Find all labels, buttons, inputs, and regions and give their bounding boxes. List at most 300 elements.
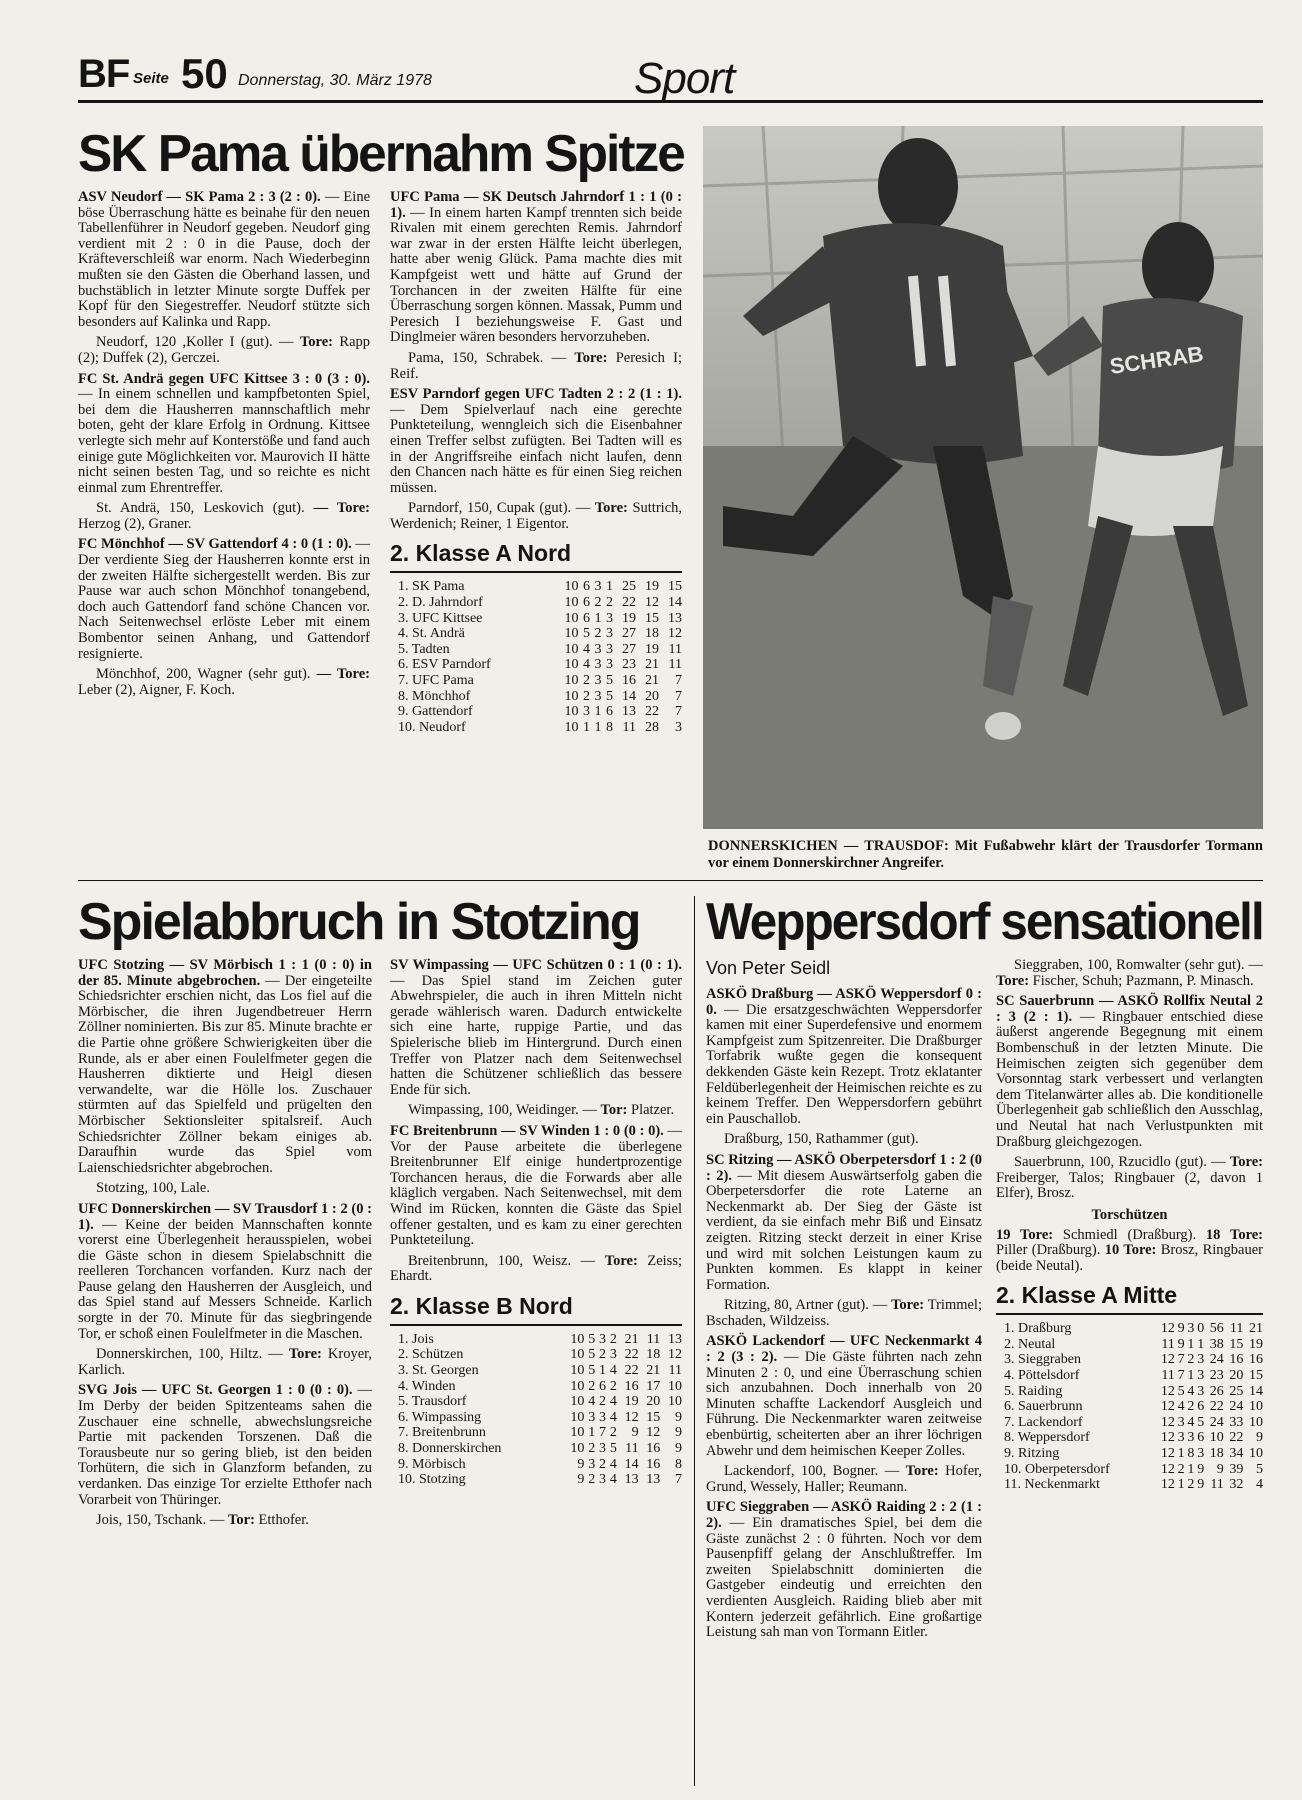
standings-cell-ga: 16 bbox=[1229, 1352, 1244, 1368]
newspaper-logo: BF bbox=[78, 52, 130, 96]
standings-cell-s: 10 bbox=[564, 719, 579, 735]
standings-cell-d: 3 bbox=[599, 1331, 607, 1347]
standings-cell-d: 1 bbox=[594, 719, 602, 735]
standings-cell-team: 7. Lackendorf bbox=[1004, 1414, 1083, 1430]
standings-cell-w: 7 bbox=[1177, 1368, 1185, 1384]
standings-cell-l: 3 bbox=[1197, 1352, 1205, 1368]
match-result: Breitenbrunn, 100, Weisz. — Tore: Zeiss; Ehardt. bbox=[390, 1252, 682, 1285]
standings-row bbox=[390, 1347, 682, 1363]
standings-cell-l: 1 bbox=[605, 579, 613, 595]
standings-cell-s: 12 bbox=[1160, 1383, 1175, 1399]
standings-cell-d: 2 bbox=[1187, 1477, 1195, 1493]
standings-cell-s: 12 bbox=[1160, 1414, 1175, 1430]
standings-cell-p: 13 bbox=[668, 1331, 682, 1347]
standings-cell-ga: 18 bbox=[646, 1347, 661, 1363]
standings-cell-gf: 11 bbox=[1210, 1477, 1224, 1493]
standings-cell-w: 9 bbox=[1177, 1336, 1185, 1352]
standings-cell-gf: 24 bbox=[1209, 1414, 1224, 1430]
headline-weppersdorf: Weppersdorf sensationell bbox=[706, 893, 1263, 951]
standings-cell-p: 14 bbox=[1249, 1383, 1263, 1399]
standings-cell-ga: 21 bbox=[644, 673, 659, 689]
match-report: FC Breitenbrunn — SV Winden 1 : 0 (0 : 0). — Vor der Pause arbeitete die überlegene Breitenbrunner Elf einige hundertprozentige Torchancen heraus, die die Forwards aber alle kläglich vergaben. Nach Seitenwechsel, mit dem Wind im Rücken, konnten die Gäste das Spiel offener gestalten, und es kam zu einer gerechten Punkteteilung. bbox=[390, 1122, 682, 1249]
jersey-sponsor-text: SCHRAB bbox=[1108, 341, 1205, 379]
match-report: UFC Stotzing — SV Mörbisch 1 : 1 (0 : 0) in der 85. Minute abgebrochen. — Der eingeteilte Schiedsrichter erschien nicht, das Los fiel auf die Mörbischer, die ihren Jugendbetreuer Herrn Zöllner nominierten. Bis zur 85. Minute brachte er die Partie ohne größere Schwierigkeiten über die Runde, als er aber einen Foulelfmeter gegen die Hausherren diktierte und Heigl diesen verwandelte, war die Hölle los. Zuschauer stürmten auf das Spielfeld und prügelten den Mörbischer Sektionsleiter spitalsreif. Auch Schiedsrichter Zöllner bekam einiges ab. Daraufhin wurde das Spiel vom Laienschiedsrichter abgebrochen. bbox=[78, 957, 373, 1176]
standings-cell-d: 1 bbox=[1187, 1461, 1195, 1477]
standings-cell-s: 11 bbox=[1161, 1336, 1175, 1352]
standings-cell-l: 5 bbox=[605, 688, 613, 704]
standings-cell-p: 7 bbox=[675, 673, 682, 689]
standings-cell-l: 5 bbox=[1197, 1414, 1205, 1430]
standings-cell-ga: 20 bbox=[644, 688, 659, 704]
article2-col1 bbox=[78, 958, 372, 1534]
standings-cell-l: 8 bbox=[605, 719, 613, 735]
match-result: Neudorf, 120 ,Koller I (gut). — Tore: Rapp (2); Duffek (2), Gerczei. bbox=[78, 334, 371, 366]
article1-col1 bbox=[78, 190, 370, 703]
standings-row bbox=[390, 595, 682, 611]
match-report: UFC Sieggraben — ASKÖ Raiding 2 : 2 (1 : 2). — Ein dramatisches Spiel, bei dem die Gäste zunächst 2 : 0 führten. Noch vor dem Pausenpfiff gelang der Anschlußtreffer. Im zweiten Spielabschnitt dominierten die Gastgeber eindeutig und erreichten den verdienten Ausgleich. Raiding blieb aber mit Kontern jederzeit gefährlich. Eine großartige Leistung sah man von Tormann Eitler. bbox=[706, 1499, 983, 1641]
standings-cell-ga: 20 bbox=[646, 1394, 661, 1410]
article1-col2 bbox=[390, 190, 682, 741]
standings-cell-gf: 9 bbox=[631, 1425, 639, 1441]
match-result: Ritzing, 80, Artner (gut). — Tore: Trimmel; Bschaden, Wildzeiss. bbox=[706, 1297, 982, 1329]
standings-cell-l: 5 bbox=[605, 673, 613, 689]
page-number: 50 bbox=[181, 50, 228, 97]
column-divider bbox=[694, 896, 695, 1786]
standings-cell-l: 3 bbox=[1197, 1446, 1205, 1462]
standings-cell-ga: 22 bbox=[1229, 1430, 1244, 1446]
standings-cell-w: 2 bbox=[1177, 1461, 1185, 1477]
standings-cell-s: 10 bbox=[570, 1363, 585, 1379]
page-label: Seite bbox=[133, 70, 169, 87]
standings-row bbox=[390, 611, 682, 627]
standings-cell-gf: 19 bbox=[621, 610, 636, 626]
match-report: SC Sauerbrunn — ASKÖ Rollfix Neutal 2 : 3 (2 : 1). — Ringbauer entschied diese äußerst angerende Begegnung mit einem Bombenschuß in der letzten Minute. Die Heimischen zeigten sich gegenüber dem Vorsonntag stark verbessert und verlangten dem Titelanwärter alles ab. Die konditionelle Überlegenheit gab schließlich den Ausschlag, und Neutal hat nach Verlustpunkten mit Draßburg gleichgezogen. bbox=[996, 993, 1264, 1150]
standings-cell-w: 3 bbox=[588, 1409, 596, 1425]
standings-cell-ga: 15 bbox=[646, 1409, 661, 1425]
standings-cell-ga: 22 bbox=[644, 704, 659, 720]
standings-cell-ga: 18 bbox=[644, 626, 659, 642]
match-result: Draßburg, 150, Rathammer (gut). bbox=[724, 1131, 919, 1148]
standings-cell-p: 16 bbox=[1249, 1352, 1263, 1368]
standings-cell-ga: 28 bbox=[644, 719, 659, 735]
standings-cell-s: 12 bbox=[1160, 1321, 1175, 1337]
standings-cell-l: 4 bbox=[609, 1394, 617, 1410]
match-photo bbox=[703, 126, 1263, 829]
standings-row bbox=[390, 642, 682, 658]
standings-row bbox=[390, 673, 682, 689]
standings-cell-ga: 15 bbox=[644, 610, 659, 626]
divider bbox=[78, 880, 1263, 881]
standings-cell-p: 7 bbox=[675, 1472, 682, 1488]
standings-cell-p: 15 bbox=[1249, 1368, 1263, 1384]
standings-cell-gf: 22 bbox=[621, 595, 636, 611]
match-result: Stotzing, 100, Lale. bbox=[96, 1180, 210, 1197]
match-result: Lackendorf, 100, Bogner. — Tore: Hofer, Grund, Wessely, Haller; Reumann. bbox=[706, 1463, 982, 1495]
standings-cell-s: 10 bbox=[564, 673, 579, 689]
standings-cell-team: 3. UFC Kittsee bbox=[398, 610, 483, 626]
standings-cell-gf: 14 bbox=[621, 688, 636, 704]
standings-cell-team: 1. SK Pama bbox=[398, 579, 465, 595]
standings-cell-team: 2. Neutal bbox=[1004, 1336, 1056, 1352]
standings-cell-s: 12 bbox=[1160, 1446, 1175, 1462]
match-result: St. Andrä, 150, Leskovich (gut). — Tore: Herzog (2), Graner. bbox=[78, 500, 370, 532]
standings-row bbox=[390, 1379, 682, 1395]
standings-cell-s: 12 bbox=[1160, 1461, 1175, 1477]
standings-cell-l: 2 bbox=[609, 1331, 617, 1347]
football-scene-image bbox=[703, 126, 1263, 829]
standings-cell-ga: 17 bbox=[646, 1378, 661, 1394]
standings-cell-p: 10 bbox=[668, 1378, 682, 1394]
standings-cell-s: 10 bbox=[570, 1409, 585, 1425]
standings-cell-gf: 26 bbox=[1209, 1383, 1224, 1399]
standings-cell-ga: 11 bbox=[1229, 1321, 1244, 1337]
standings-cell-s: 10 bbox=[564, 626, 579, 642]
standings-row bbox=[390, 1363, 682, 1379]
headline-stotzing: Spielabbruch in Stotzing bbox=[78, 893, 640, 951]
page-header bbox=[78, 48, 1263, 103]
standings-cell-d: 3 bbox=[1187, 1321, 1195, 1337]
standings-cell-gf: 10 bbox=[1209, 1430, 1224, 1446]
standings-cell-gf: 27 bbox=[621, 626, 636, 642]
match-report: UFC Donnerskirchen — SV Trausdorf 1 : 2 (0 : 1). — Keine der beiden Mannschaften konnte vorerst eine Überlegenheit herausspielen, wobei die Gäste schon in diesem Spielabschnitt die reelleren Torchancen vorfanden. Kurz nach der Pause gelang den Hausherren der Ausgleich, und das Spiel stand auf Messers Schneide. Karlich sorgte in der 70. Minute für das siegbringende Tor, er schoß einen Foulelfmeter in die Maschen. bbox=[78, 1200, 373, 1342]
standings-cell-ga: 12 bbox=[644, 595, 659, 611]
standings-cell-ga: 21 bbox=[646, 1363, 661, 1379]
standings-cell-gf: 22 bbox=[1209, 1399, 1224, 1415]
football-icon bbox=[985, 712, 1021, 740]
standings-row bbox=[390, 1394, 682, 1410]
standings-cell-s: 10 bbox=[564, 704, 579, 720]
standings-cell-d: 1 bbox=[1187, 1336, 1195, 1352]
match-report: SVG Jois — UFC St. Georgen 1 : 0 (0 : 0). — Im Derby der beiden Spitzenteams sahen die Zuschauer eine schnelle, abwechslungsreiche Partie mit packenden Torszenen. Daß die Torausbeute nur so gering blieb, ist den beiden Torhütern, die sich in Glanzform befanden, zu verdanken. Das einzige Tor erzielte Etthofer nach Vorarbeit von Thüringer. bbox=[78, 1382, 372, 1508]
standings-cell-gf: 23 bbox=[1209, 1368, 1224, 1384]
standings-cell-team: 8. Weppersdorf bbox=[1004, 1430, 1090, 1446]
standings-cell-s: 12 bbox=[1160, 1477, 1175, 1493]
standings-row bbox=[996, 1368, 1263, 1384]
standings-cell-s: 10 bbox=[564, 657, 579, 673]
standings-cell-d: 2 bbox=[599, 1347, 607, 1363]
standings-cell-p: 7 bbox=[675, 688, 682, 704]
standings-cell-l: 1 bbox=[1197, 1336, 1205, 1352]
standings-cell-w: 5 bbox=[588, 1331, 596, 1347]
standings-cell-p: 9 bbox=[675, 1425, 682, 1441]
standings-cell-team: 6. Wimpassing bbox=[398, 1409, 482, 1425]
standings-cell-team: 6. ESV Parndorf bbox=[398, 657, 491, 673]
standings-cell-p: 10 bbox=[1249, 1399, 1263, 1415]
match-report: FC St. Andrä gegen UFC Kittsee 3 : 0 (3 : 0). — In einem schnellen und kampfbetonten Spiel, bei dem die Hausherren mannschaftlich mehr boten, geht der klare Erfolg in Ordnung. Kittsee verlegte sich mehr auf Konterstöße und fand auch einige gute Möglichkeiten vor. Maurovich II hätte nicht seinen besten Tag, und so reichte es nicht einmal zum Ehrentreffer. bbox=[78, 370, 370, 496]
standings-cell-w: 3 bbox=[588, 1456, 596, 1472]
standings-row bbox=[390, 1441, 682, 1457]
standings-title: 2. Klasse B Nord bbox=[390, 1293, 682, 1326]
standings-cell-team: 10. Stotzing bbox=[398, 1472, 466, 1488]
standings-cell-w: 9 bbox=[1177, 1321, 1185, 1337]
standings-cell-l: 4 bbox=[609, 1456, 617, 1472]
standings-cell-ga: 33 bbox=[1229, 1414, 1244, 1430]
standings-cell-w: 3 bbox=[1177, 1414, 1185, 1430]
standings-cell-gf: 22 bbox=[624, 1363, 639, 1379]
standings-cell-p: 9 bbox=[1256, 1430, 1263, 1446]
standings-cell-w: 4 bbox=[582, 657, 590, 673]
match-result: Parndorf, 150, Cupak (gut). — Tore: Suttrich, Werdenich; Reiner, 1 Eigentor. bbox=[390, 500, 683, 532]
standings-row bbox=[390, 704, 682, 720]
standings-cell-gf: 19 bbox=[624, 1394, 639, 1410]
standings-cell-gf: 9 bbox=[1216, 1461, 1224, 1477]
standings-cell-team: 5. Raiding bbox=[1004, 1383, 1063, 1399]
standings-cell-d: 7 bbox=[599, 1425, 607, 1441]
standings-cell-p: 9 bbox=[675, 1409, 682, 1425]
standings-cell-ga: 16 bbox=[646, 1456, 661, 1472]
standings-cell-d: 6 bbox=[599, 1378, 607, 1394]
standings-cell-ga: 34 bbox=[1229, 1446, 1244, 1462]
standings-cell-ga: 21 bbox=[644, 657, 659, 673]
standings-cell-w: 7 bbox=[1177, 1352, 1185, 1368]
standings-row bbox=[996, 1337, 1263, 1353]
match-result: Jois, 150, Tschank. — Tor: Etthofer. bbox=[96, 1512, 309, 1529]
standings-cell-gf: 18 bbox=[1209, 1446, 1224, 1462]
standings-cell-ga: 15 bbox=[1229, 1336, 1244, 1352]
standings-cell-gf: 14 bbox=[624, 1456, 639, 1472]
standings-cell-w: 5 bbox=[1177, 1383, 1185, 1399]
match-report: ASKÖ Lackendorf — UFC Neckenmarkt 4 : 2 (3 : 2). — Die Gäste führten nach zehn Minuten 2 : 0, und eine Überraschung schien sich anzubahnen. Doch innerhalb von 20 Minuten schaffte Lackendorf Ausgleich und Führung. Die Neckenmarkter waren zeitweise ebenbürtig, scheiterten aber an ihrer löchrigen Abwehr und dem heimischen Keeper Zolles. bbox=[706, 1333, 982, 1459]
scorers-list: 19 Tore: Schmiedl (Draßburg). 18 Tore: Piller (Draßburg). 10 Tore: Brosz, Ringbauer (beide Neutal). bbox=[996, 1226, 1264, 1274]
match-report: ESV Parndorf gegen UFC Tadten 2 : 2 (1 : 1). — Dem Spielverlauf nach eine gerechte Punkteteilung, wenngleich sich die Eisenbahner einen Treffer selbst zufügten. Bei Tadten will es in der Angriffsreihe einfach nicht laufen, denn den Chancen nach hätte es für einen Sieg reichen müssen. bbox=[390, 386, 682, 496]
standings-cell-team: 9. Ritzing bbox=[1004, 1446, 1060, 1462]
byline: Von Peter Seidl bbox=[706, 958, 831, 978]
standings-row bbox=[390, 689, 682, 705]
match-report: FC Mönchhof — SV Gattendorf 4 : 0 (1 : 0). — Der verdiente Sieg der Hausherren konnte erst in der zweiten Hälfte sichergestellt werden. Bis zur Pause war auch schon Mönchhof tonangebend, doch auch Gattendorf fand schöne Chancen vor. Nach Seitenwechsel erlöste Leber mit einem Bombentor seinen Anhang, und Gattendorf resignierte. bbox=[78, 536, 370, 662]
standings-cell-gf: 21 bbox=[624, 1331, 639, 1347]
standings-table bbox=[390, 579, 682, 735]
standings-cell-d: 3 bbox=[599, 1472, 607, 1488]
standings-cell-team: 7. Breitenbrunn bbox=[398, 1425, 486, 1441]
issue-date: Donnerstag, 30. März 1978 bbox=[238, 72, 432, 89]
standings-cell-team: 2. D. Jahrndorf bbox=[398, 595, 483, 611]
match-result: Sieggraben, 100, Romwalter (sehr gut). — Tore: Fischer, Schuh; Pazmann, P. Minasch. bbox=[996, 957, 1263, 989]
standings-cell-gf: 25 bbox=[621, 579, 636, 595]
standings-cell-team: 5. Tadten bbox=[398, 641, 450, 657]
standings-cell-d: 2 bbox=[599, 1456, 607, 1472]
standings-cell-w: 2 bbox=[588, 1378, 596, 1394]
standings-cell-d: 3 bbox=[594, 579, 602, 595]
standings-row bbox=[996, 1399, 1263, 1415]
standings-cell-p: 12 bbox=[668, 626, 682, 642]
standings-cell-l: 3 bbox=[1197, 1383, 1205, 1399]
standings-cell-s: 10 bbox=[564, 641, 579, 657]
standings-cell-w: 5 bbox=[588, 1347, 596, 1363]
standings-cell-d: 3 bbox=[594, 641, 602, 657]
standings-cell-w: 1 bbox=[588, 1425, 596, 1441]
standings-row bbox=[390, 1410, 682, 1426]
standings-row bbox=[996, 1321, 1263, 1337]
standings-cell-team: 9. Mörbisch bbox=[398, 1456, 466, 1472]
standings-cell-s: 10 bbox=[570, 1378, 585, 1394]
standings-cell-s: 9 bbox=[577, 1472, 585, 1488]
standings-row bbox=[996, 1446, 1263, 1462]
standings-cell-gf: 56 bbox=[1209, 1321, 1224, 1337]
standings-cell-s: 10 bbox=[570, 1394, 585, 1410]
match-report: SC Ritzing — ASKÖ Oberpetersdorf 1 : 2 (0 : 2). — Mit diesem Auswärtserfolg gaben die Oberpetersdorfer die rote Laterne an Neckenmarkt ab. Der Sieg der Gäste ist verdient, da sie einfach mehr Biß und Einsatz zeigten. Ritzing steckt derzeit in einer Krise und wird mit solchen Leistungen kaum zu Punkten kommen. Es klappt in keiner Formation. bbox=[706, 1151, 982, 1293]
article2-col2 bbox=[390, 958, 682, 1494]
standings-table bbox=[390, 1332, 682, 1488]
standings-cell-gf: 13 bbox=[621, 704, 636, 720]
standings-row bbox=[390, 1425, 682, 1441]
standings-cell-p: 19 bbox=[1249, 1336, 1263, 1352]
match-report: ASKÖ Draßburg — ASKÖ Weppersdorf 0 : 0. — Die ersatzgeschwächten Weppersdorfer kamen mit einer Superdefensive und enormem Kampfgeist zum Spitzenreiter. Die Draßburger Torfabrik wußte gegen die konsequent dekkenden Gäste kein Rezept. Trotz eklatanter Feldüberlegenheit der Heimischen reichte es zu keinem Treffer. Den Weppersdorfern gebührt ein Pauschallob. bbox=[706, 986, 983, 1127]
standings-cell-d: 4 bbox=[1187, 1414, 1195, 1430]
standings-cell-d: 4 bbox=[1187, 1383, 1195, 1399]
standings-cell-ga: 11 bbox=[646, 1331, 661, 1347]
standings-cell-d: 2 bbox=[594, 626, 602, 642]
standings-cell-gf: 13 bbox=[624, 1472, 639, 1488]
standings-cell-l: 4 bbox=[609, 1409, 617, 1425]
standings-cell-gf: 16 bbox=[624, 1378, 639, 1394]
standings-cell-l: 2 bbox=[609, 1378, 617, 1394]
standings-cell-s: 12 bbox=[1160, 1352, 1175, 1368]
standings-row bbox=[390, 1332, 682, 1348]
standings-cell-w: 1 bbox=[582, 719, 590, 735]
standings-cell-gf: 16 bbox=[621, 673, 636, 689]
standings-cell-w: 2 bbox=[582, 688, 590, 704]
scorers-title: Torschützen bbox=[1091, 1206, 1168, 1223]
standings-cell-s: 10 bbox=[570, 1331, 585, 1347]
standings-cell-w: 4 bbox=[582, 641, 590, 657]
standings-cell-team: 8. Donnerskirchen bbox=[398, 1441, 502, 1457]
standings-cell-gf: 24 bbox=[1209, 1352, 1224, 1368]
standings-cell-team: 3. St. Georgen bbox=[398, 1363, 479, 1379]
standings-cell-s: 11 bbox=[1161, 1368, 1175, 1384]
standings-cell-l: 4 bbox=[609, 1472, 617, 1488]
standings-cell-p: 10 bbox=[1249, 1446, 1263, 1462]
match-result: Donnerskirchen, 100, Hiltz. — Tore: Kroyer, Karlich. bbox=[78, 1346, 373, 1378]
standings-cell-p: 14 bbox=[668, 595, 682, 611]
standings-cell-d: 2 bbox=[1187, 1352, 1195, 1368]
standings-cell-gf: 27 bbox=[621, 641, 636, 657]
standings-row bbox=[996, 1352, 1263, 1368]
match-result: Pama, 150, Schrabek. — Tore: Peresich I; Reif. bbox=[390, 349, 682, 382]
standings-row bbox=[996, 1415, 1263, 1431]
standings-row bbox=[390, 1472, 682, 1488]
standings-cell-team: 1. Draßburg bbox=[1004, 1321, 1072, 1337]
standings-cell-d: 3 bbox=[594, 673, 602, 689]
standings-cell-d: 8 bbox=[1187, 1446, 1195, 1462]
standings-cell-d: 3 bbox=[1187, 1430, 1195, 1446]
standings-cell-l: 3 bbox=[605, 610, 613, 626]
standings-cell-team: 8. Mönchhof bbox=[398, 688, 471, 704]
standings-cell-w: 5 bbox=[588, 1363, 596, 1379]
standings-cell-l: 6 bbox=[1197, 1399, 1205, 1415]
standings-cell-ga: 19 bbox=[644, 641, 659, 657]
standings-cell-team: 10. Neudorf bbox=[398, 719, 466, 735]
standings-cell-ga: 32 bbox=[1229, 1477, 1244, 1493]
standings-cell-s: 12 bbox=[1160, 1399, 1175, 1415]
standings-cell-team: 3. Sieggraben bbox=[1004, 1352, 1081, 1368]
standings-cell-d: 1 bbox=[599, 1363, 607, 1379]
standings-cell-gf: 38 bbox=[1209, 1336, 1224, 1352]
standings-cell-p: 12 bbox=[668, 1347, 682, 1363]
standings-cell-p: 9 bbox=[675, 1441, 682, 1457]
standings-cell-team: 4. Winden bbox=[398, 1378, 456, 1394]
standings-cell-d: 3 bbox=[594, 657, 602, 673]
standings-cell-ga: 24 bbox=[1229, 1399, 1244, 1415]
standings-cell-w: 6 bbox=[582, 579, 590, 595]
standings-cell-p: 7 bbox=[675, 704, 682, 720]
standings-cell-s: 10 bbox=[570, 1425, 585, 1441]
standings-cell-l: 2 bbox=[605, 595, 613, 611]
standings-cell-ga: 12 bbox=[646, 1425, 661, 1441]
standings-cell-w: 3 bbox=[1177, 1430, 1185, 1446]
standings-cell-d: 1 bbox=[594, 610, 602, 626]
standings-cell-s: 12 bbox=[1160, 1430, 1175, 1446]
standings-cell-l: 5 bbox=[609, 1441, 617, 1457]
standings-cell-d: 1 bbox=[1187, 1368, 1195, 1384]
standings-cell-l: 3 bbox=[605, 641, 613, 657]
standings-cell-w: 6 bbox=[582, 610, 590, 626]
standings-cell-s: 10 bbox=[564, 579, 579, 595]
standings-cell-w: 6 bbox=[582, 595, 590, 611]
standings-cell-d: 3 bbox=[599, 1441, 607, 1457]
standings-cell-gf: 12 bbox=[624, 1409, 639, 1425]
standings-cell-l: 3 bbox=[609, 1347, 617, 1363]
standings-cell-l: 3 bbox=[605, 657, 613, 673]
standings-cell-p: 11 bbox=[668, 641, 682, 657]
standings-cell-team: 1. Jois bbox=[398, 1331, 434, 1347]
standings-cell-gf: 22 bbox=[624, 1347, 639, 1363]
standings-cell-s: 10 bbox=[564, 688, 579, 704]
standings-cell-l: 6 bbox=[1197, 1430, 1205, 1446]
standings-cell-p: 10 bbox=[1249, 1414, 1263, 1430]
standings-row bbox=[390, 626, 682, 642]
standings-row bbox=[996, 1430, 1263, 1446]
standings-table bbox=[996, 1321, 1263, 1493]
match-result: Mönchhof, 200, Wagner (sehr gut). — Tore: Leber (2), Aigner, F. Koch. bbox=[78, 666, 370, 698]
standings-cell-l: 4 bbox=[609, 1363, 617, 1379]
match-report: UFC Pama — SK Deutsch Jahrndorf 1 : 1 (0 : 1). — In einem harten Kampf trennten sich beide Rivalen mit einem gerechten Remis. Jahrndorf war zwar in der ersten Hälfte leicht überlegen, hatte aber wenig Glück. Pama machte dies mit Kampfgeist wett und hätte auf Grund der Torchancen in der zweiten Hälfte für eine Überraschung sorgen können. Massak, Pumm und Peresich I beziehungsweise F. Gast und Dinglmeier wären besonders hervorzuheben. bbox=[390, 189, 683, 346]
standings-cell-gf: 11 bbox=[622, 719, 636, 735]
standings-row bbox=[390, 1457, 682, 1473]
standings-cell-p: 11 bbox=[668, 1363, 682, 1379]
section-title: Sport bbox=[634, 54, 735, 103]
standings-cell-d: 1 bbox=[594, 704, 602, 720]
standings-cell-w: 2 bbox=[588, 1472, 596, 1488]
standings-row bbox=[996, 1384, 1263, 1400]
standings-row bbox=[390, 657, 682, 673]
standings-cell-w: 4 bbox=[588, 1394, 596, 1410]
standings-cell-l: 2 bbox=[609, 1425, 617, 1441]
standings-cell-d: 2 bbox=[1187, 1399, 1195, 1415]
standings-cell-w: 2 bbox=[582, 673, 590, 689]
standings-cell-p: 3 bbox=[675, 719, 682, 735]
match-report: ASV Neudorf — SK Pama 2 : 3 (2 : 0). — Eine böse Überraschung hätte es beinahe für den neuen Tabellenführer in Neudorf gegeben. Neudorf ging verdient mit 2 : 0 in die Pause, doch der Kräfteverschleiß war enorm. Nach Wiederbeginn mußten sie den Gästen die Oberhand lassen, und buchstäblich in letzter Minute sorgte Duffek per Kopf für den Siegestreffer. Neudorf stützte sich besonders auf Kalinka und Rapp. bbox=[78, 189, 371, 330]
standings-cell-team: 7. UFC Pama bbox=[398, 673, 474, 689]
standings-cell-l: 9 bbox=[1197, 1461, 1205, 1477]
standings-cell-s: 10 bbox=[570, 1441, 585, 1457]
standings-cell-p: 13 bbox=[668, 610, 682, 626]
standings-row bbox=[996, 1477, 1263, 1493]
standings-cell-ga: 16 bbox=[646, 1441, 661, 1457]
standings-cell-w: 1 bbox=[1177, 1446, 1185, 1462]
standings-cell-p: 4 bbox=[1256, 1477, 1263, 1493]
standings-cell-p: 8 bbox=[675, 1456, 682, 1472]
standings-cell-team: 11. Neckenmarkt bbox=[1004, 1477, 1100, 1493]
standings-cell-d: 2 bbox=[599, 1394, 607, 1410]
standings-row bbox=[390, 579, 682, 595]
match-report: SV Wimpassing — UFC Schützen 0 : 1 (0 : 1). — Das Spiel stand im Zeichen guter Abwehrspieler, die auch in ihren Mitteln nicht gerade wählerisch waren. Dadurch entwickelte sich eine harte, ruppige Partie, und das Spielerische blieb im Hintergrund. Durch einen Treffer von Platzer nach dem Seitenwechsel hatten die Schützener schließlich das bessere Ende für sich. bbox=[390, 957, 682, 1098]
standings-cell-team: 4. Pöttelsdorf bbox=[1004, 1368, 1080, 1384]
standings-cell-team: 6. Sauerbrunn bbox=[1004, 1399, 1083, 1415]
standings-cell-l: 3 bbox=[605, 626, 613, 642]
standings-cell-d: 3 bbox=[599, 1409, 607, 1425]
standings-title: 2. Klasse A Nord bbox=[390, 540, 682, 573]
standings-cell-ga: 25 bbox=[1229, 1383, 1244, 1399]
